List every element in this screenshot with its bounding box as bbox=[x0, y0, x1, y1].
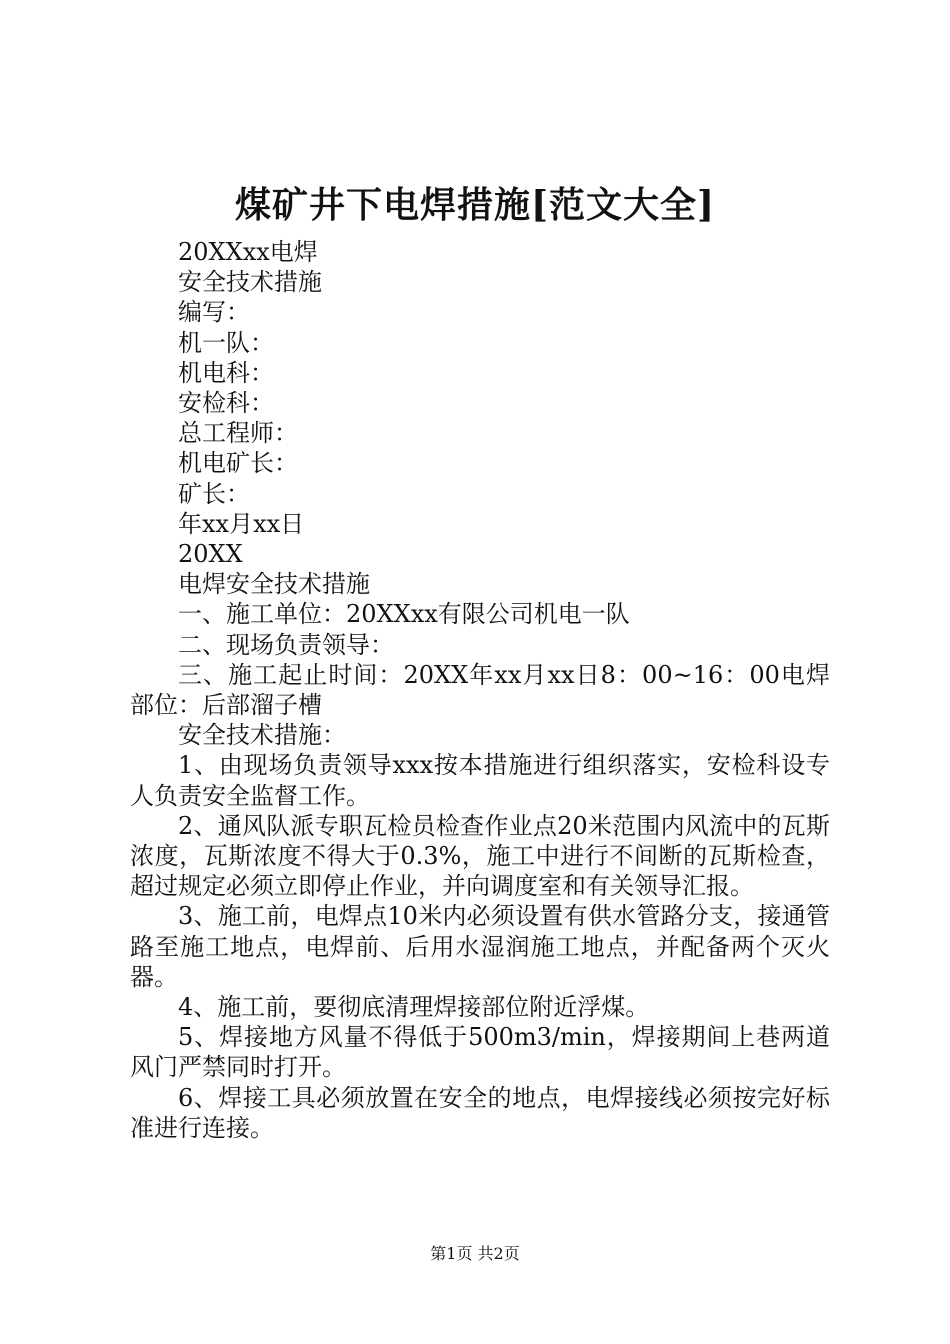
paragraph: 电焊安全技术措施 bbox=[178, 570, 370, 599]
paragraph: 一、施工单位：20XXxx有限公司机电一队 bbox=[178, 600, 630, 629]
paragraph: 4、施工前，要彻底清理焊接部位附近浮煤。 bbox=[178, 993, 650, 1022]
paragraph: 机电矿长： bbox=[178, 449, 298, 478]
paragraph: 2、通风队派专职瓦检员检查作业点20米范围内风流中的瓦斯浓度，瓦斯浓度不得大于0.3%，施工中进行不间断的瓦斯检查，超过规定必须立即停止作业，并向调度室和有关领导汇报。 bbox=[130, 811, 830, 901]
paragraph: 20XX bbox=[178, 540, 243, 569]
paragraph: 安检科： bbox=[178, 389, 274, 418]
paragraph: 1、由现场负责领导xxx按本措施进行组织落实，安检科设专人负责安全监督工作。 bbox=[130, 751, 830, 810]
document-title: 煤矿井下电焊措施[范文大全] bbox=[234, 184, 716, 226]
paragraph: 20XXxx电焊 bbox=[178, 238, 318, 266]
paragraph: 3、施工前，电焊点10米内必须设置有供水管路分支，接通管路至施工地点，电焊前、后用水湿润施工地点，并配备两个灭火器。 bbox=[130, 902, 830, 991]
paragraph: 二、现场负责领导： bbox=[178, 630, 394, 659]
paragraph: 6、焊接工具必须放置在安全的地点，电焊接线必须按完好标准进行连接。 bbox=[130, 1083, 830, 1142]
paragraph: 三、施工起止时间：20XX年xx月xx日8：00~16：00电焊部位：后部溜子槽 bbox=[130, 660, 830, 720]
paragraph: 机一队： bbox=[178, 328, 274, 357]
page-footer: 第1页 共2页 bbox=[430, 1244, 520, 1263]
paragraph: 编写： bbox=[178, 298, 250, 327]
paragraph: 年xx月xx日 bbox=[178, 509, 305, 538]
paragraph: 安全技术措施： bbox=[178, 721, 346, 750]
paragraph: 安全技术措施 bbox=[178, 268, 322, 297]
paragraph: 总工程师： bbox=[178, 419, 298, 448]
document-body bbox=[130, 237, 830, 1143]
paragraph: 矿长： bbox=[178, 479, 250, 508]
paragraph: 5、焊接地方风量不得低于500m3/min，焊接期间上巷两道风门严禁同时打开。 bbox=[130, 1023, 830, 1082]
paragraph: 机电科： bbox=[178, 358, 274, 387]
